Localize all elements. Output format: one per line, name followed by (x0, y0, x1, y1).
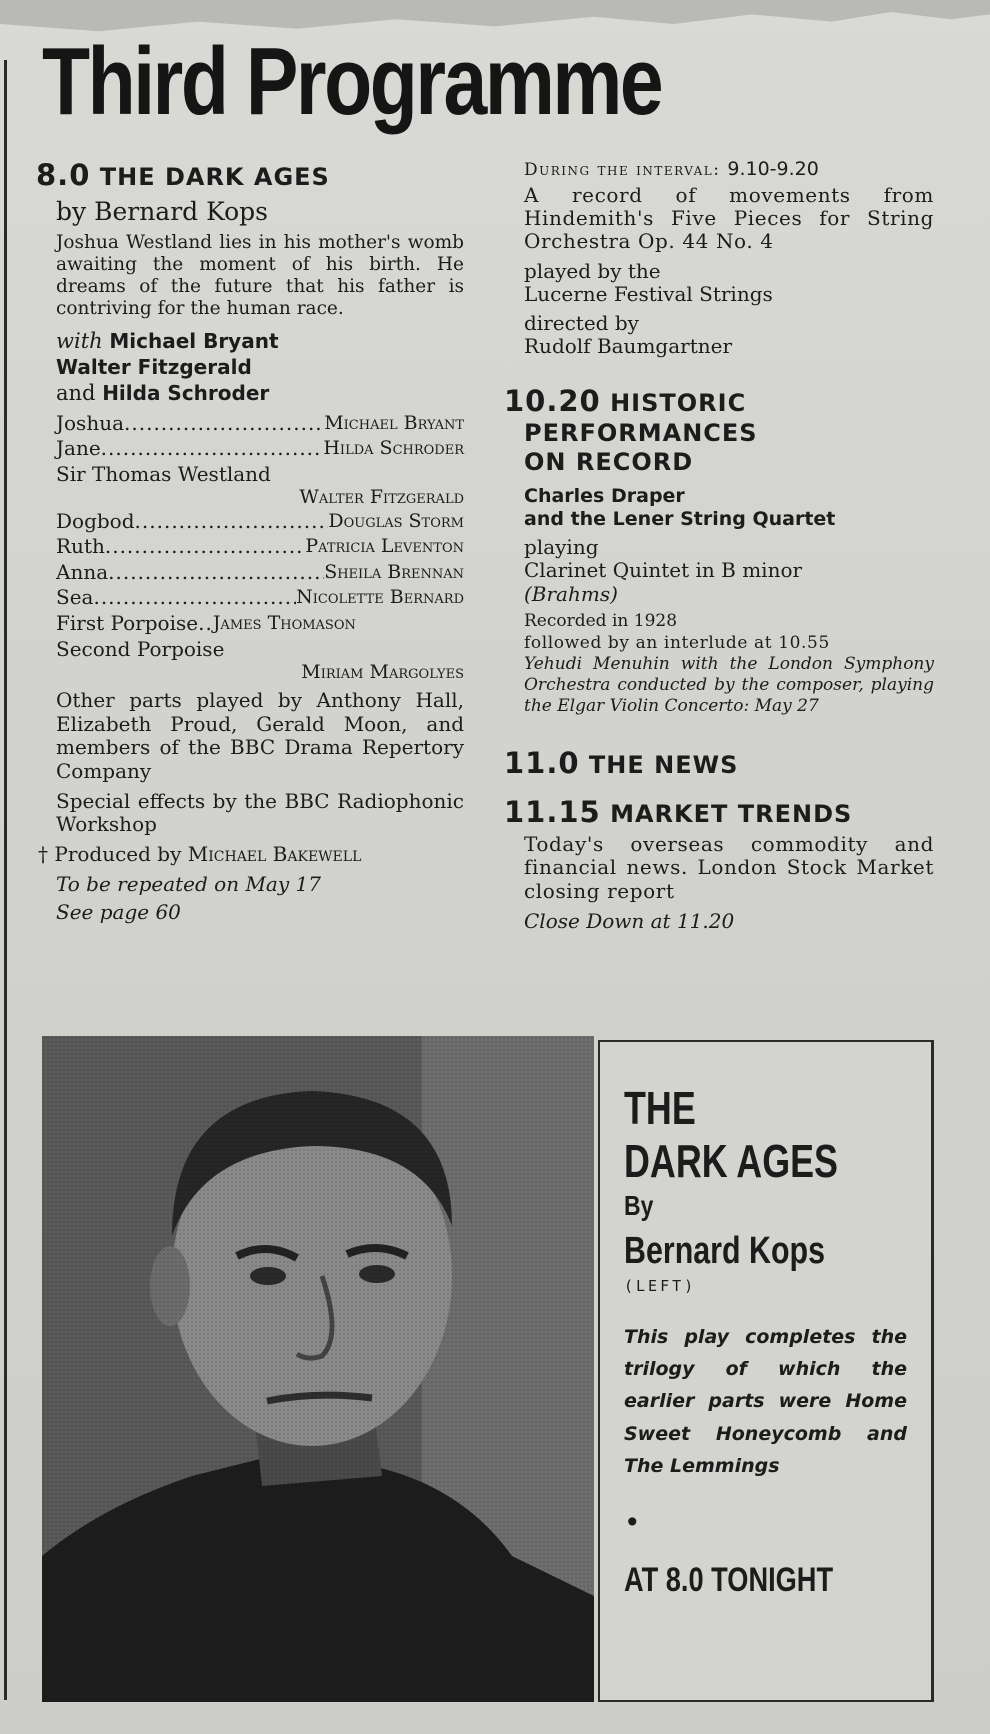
leader-dots (124, 411, 324, 437)
interlude-description: Yehudi Menuhin with the London Symphony Orchestra conducted by the composer, playing the Elgar Violin Concerto: May 27 (524, 653, 934, 717)
cast-row (56, 534, 464, 560)
right-column (504, 158, 934, 937)
cast-row (56, 560, 464, 586)
cast-role: Jane (56, 436, 101, 461)
programme-time: 11.15 (504, 794, 601, 829)
see-page-note: See page 60 (56, 900, 181, 925)
performer-2: and the Lener String Quartet (524, 508, 836, 531)
producer-name: Michael Bakewell (187, 841, 362, 866)
cast-row (56, 585, 464, 611)
programme-title: THE NEWS (588, 750, 739, 779)
synopsis: Joshua Westland lies in his mother's womb awaiting the moment of his birth. He dreams of the future that his father is contriving for the human race. (56, 231, 464, 320)
lead-line-2 (56, 355, 464, 379)
programme-time: 10.20 (504, 384, 601, 419)
composer: (Brahms) (524, 581, 618, 606)
cast-actor: Sheila Brennan (324, 560, 464, 583)
cast-actor: Hilda Schroder (323, 437, 464, 460)
directed-label: directed by (524, 310, 639, 335)
lead-actor-1: Michael Bryant (109, 328, 279, 353)
producer-line (38, 843, 464, 867)
cast-actor: Miriam Margolyes (301, 660, 464, 683)
cast-row (56, 411, 464, 437)
programme-title: HISTORIC (610, 389, 747, 418)
cast-role: First Porpoise (56, 610, 199, 635)
programme-title-cont: PERFORMANCES (524, 419, 758, 448)
interval-heading (524, 158, 934, 180)
programme-title: MARKET TRENDS (610, 799, 853, 828)
cast-actor: James Thomason (212, 611, 356, 634)
leader-dots (135, 509, 329, 535)
repeat-note: To be repeated on May 17 (56, 872, 321, 897)
cast-actor: Walter Fitzgerald (299, 485, 464, 508)
column-rule (4, 60, 7, 1700)
portrait-illustration (42, 1036, 594, 1702)
produced-prefix: † Produced by (38, 841, 182, 866)
cast-actor: Patricia Leventon (305, 535, 464, 558)
cast-block (56, 462, 464, 509)
played-by-label: played by the (524, 258, 661, 283)
work-title: Clarinet Quintet in B minor (524, 558, 803, 583)
interval-label: During the interval: (524, 160, 721, 180)
cast-role: Ruth (56, 534, 105, 559)
leader-dots (93, 585, 296, 611)
special-effects: Special effects by the BBC Radiophonic Workshop (56, 788, 464, 837)
leader-dots (198, 611, 213, 637)
cast-row (56, 611, 464, 637)
cast-role: Second Porpoise (56, 636, 225, 661)
bullet-icon: • (624, 1506, 641, 1540)
cast-role: Joshua (56, 410, 125, 435)
programme-heading-market (504, 795, 934, 830)
and-word: and (56, 380, 96, 405)
interlude-note: followed by an interlude at 10.55 (524, 632, 830, 653)
cast-role: Anna (56, 559, 109, 584)
programme-title: THE DARK AGES (99, 163, 330, 191)
promo-box (598, 1040, 934, 1702)
recorded-note: Recorded in 1928 (524, 610, 678, 631)
with-word: with (56, 328, 103, 353)
promo-left-tag: (LEFT) (624, 1276, 697, 1295)
byline: by Bernard Kops (56, 196, 268, 226)
playing-word: playing (524, 535, 599, 560)
performer-1: Charles Draper (524, 484, 685, 507)
director: Rudolf Baumgartner (524, 334, 733, 359)
cast-actor: Michael Bryant (324, 411, 464, 434)
cast-actor: Douglas Storm (328, 509, 464, 532)
programme-time: 11.0 (504, 745, 580, 780)
cast-row (56, 436, 464, 462)
promo-author: Bernard Kops (624, 1229, 826, 1272)
cast-role: Dogbod (56, 508, 135, 533)
close-down: Close Down at 11.20 (524, 908, 735, 933)
cast-role: Sea (56, 585, 94, 610)
programme-title-cont: ON RECORD (524, 447, 694, 476)
programme-time: 8.0 (36, 158, 91, 192)
market-description: Today's overseas commodity and financial news. London Stock Market closing report (524, 832, 934, 903)
cast-list (56, 411, 464, 684)
lead-actor-3: Hilda Schroder (102, 380, 270, 405)
promo-line-1: THE (624, 1082, 696, 1134)
left-column (36, 158, 464, 928)
promo-line-2: DARK AGES (624, 1134, 838, 1187)
played-by: Lucerne Festival Strings (524, 281, 773, 306)
lead-line-3 (56, 381, 464, 405)
interval-time: 9.10-9.20 (727, 158, 819, 180)
other-parts: Other parts played by Anthony Hall, Elizabeth Proud, Gerald Moon, and members of the BBC Drama Repertory Company (56, 688, 464, 784)
promo-blurb: This play completes the trilogy of which the earlier parts were Home Sweet Honeycomb and The Lemmings (624, 1325, 907, 1477)
leader-dots (105, 534, 306, 560)
cast-actor: Nicolette Bernard (296, 586, 464, 609)
leader-dots (108, 560, 324, 586)
cast-role: Sir Thomas Westland (56, 461, 271, 486)
programme-heading-news (504, 746, 934, 781)
lead-line-1 (56, 329, 464, 353)
page-title: Third Programme (42, 28, 662, 135)
leader-dots (101, 436, 324, 462)
programme-heading-historic (504, 384, 934, 419)
lead-actor-2: Walter Fitzgerald (56, 354, 252, 379)
cast-row (56, 509, 464, 535)
author-photo (42, 1036, 594, 1702)
programme-heading-dark-ages (36, 158, 464, 193)
interval-description: A record of movements from Hindemith's Five Pieces for String Orchestra Op. 44 No. 4 (524, 183, 934, 254)
cast-block (56, 637, 464, 684)
promo-tonight: AT 8.0 TONIGHT (624, 1561, 834, 1600)
promo-by: By (624, 1189, 654, 1221)
